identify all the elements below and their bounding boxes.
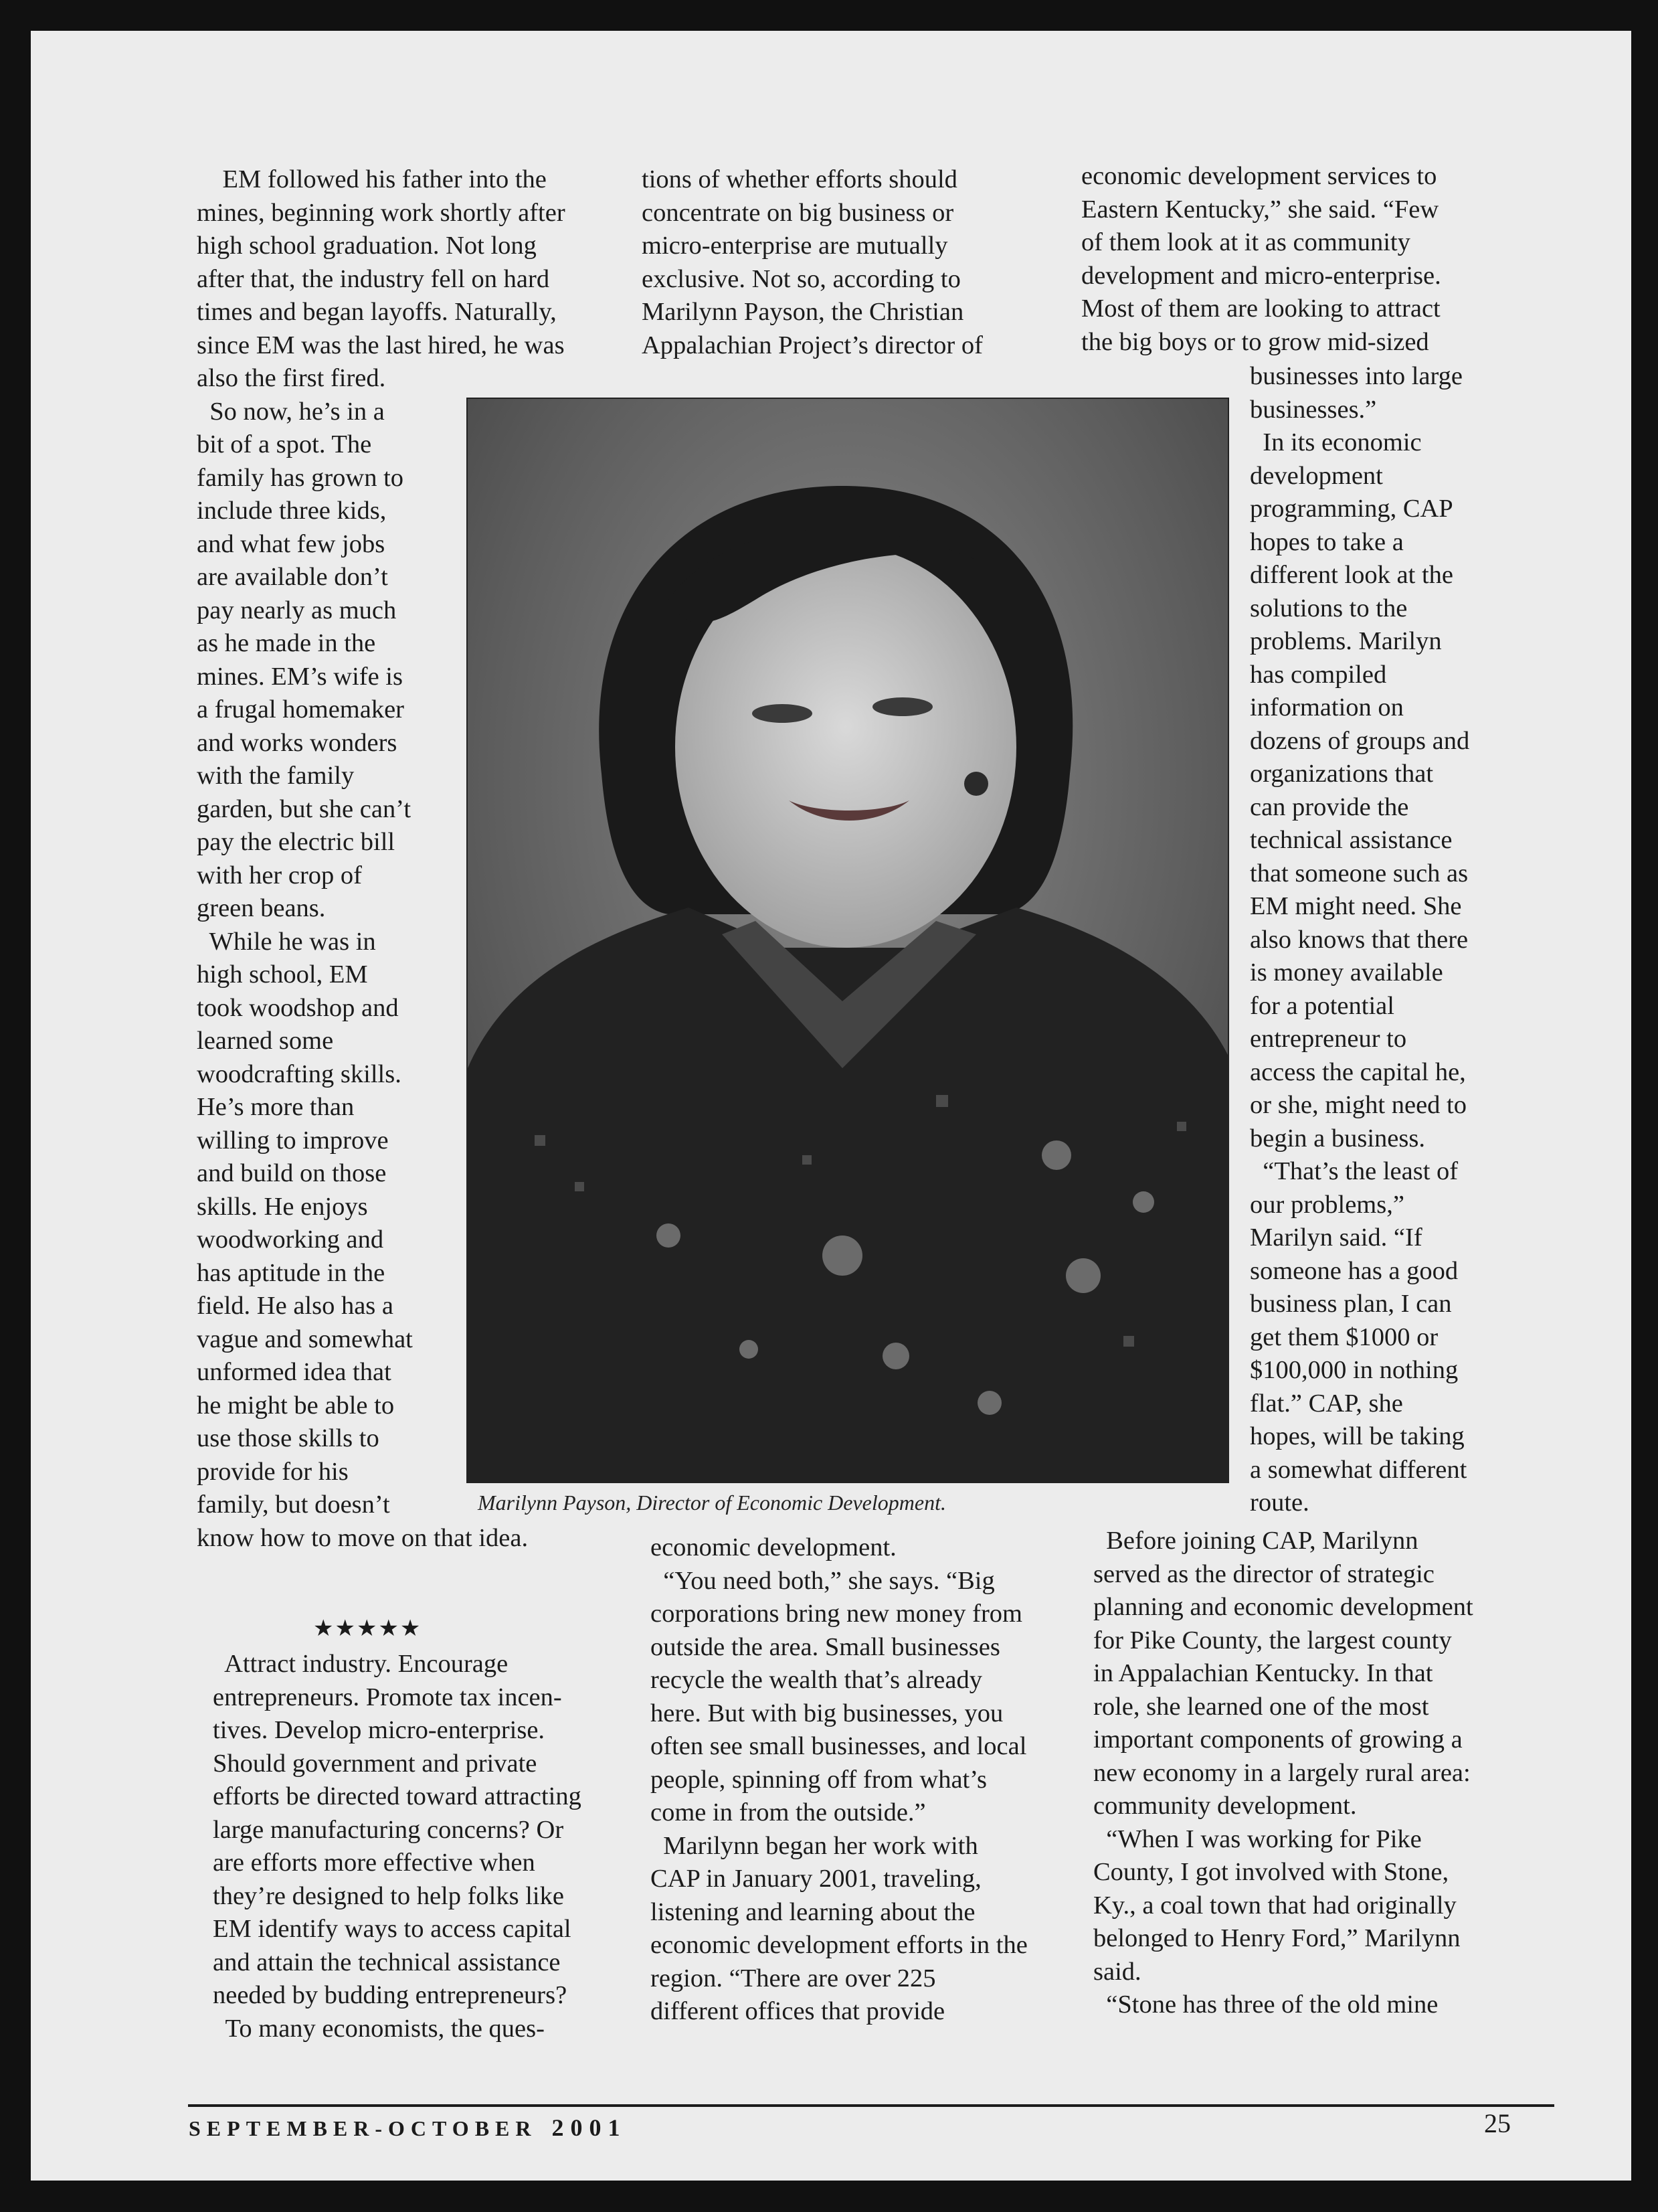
text-line: information on bbox=[1250, 693, 1404, 721]
text-line: $100,000 in nothing bbox=[1250, 1356, 1459, 1384]
text-line: corporations bring new money from bbox=[650, 1600, 1022, 1628]
text-line: and what few jobs bbox=[197, 529, 385, 558]
text-line: often see small businesses, and local bbox=[650, 1732, 1027, 1760]
text-line: unformed idea that bbox=[197, 1358, 391, 1386]
text-line: use those skills to bbox=[197, 1424, 379, 1452]
text-line: In its economic bbox=[1250, 428, 1422, 456]
text-line: To many economists, the ques- bbox=[213, 2014, 545, 2043]
text-line: pay the electric bill bbox=[197, 828, 395, 856]
text-line: has aptitude in the bbox=[197, 1258, 385, 1287]
text-line: economic development. bbox=[650, 1533, 897, 1561]
text-line: served as the director of strategic bbox=[1093, 1559, 1435, 1588]
text-line: can provide the bbox=[1250, 792, 1409, 821]
text-line: people, spinning off from what’s bbox=[650, 1765, 987, 1794]
text-line: flat.” CAP, she bbox=[1250, 1389, 1403, 1418]
magazine-page bbox=[31, 31, 1631, 2181]
text-line: problems. Marilyn bbox=[1250, 627, 1442, 655]
text-line: willing to improve bbox=[197, 1126, 389, 1155]
text-line: route. bbox=[1250, 1488, 1309, 1517]
text-line: a frugal homemaker bbox=[197, 695, 404, 724]
text-line: Appalachian Project’s director of bbox=[642, 331, 983, 359]
text-line: in Appalachian Kentucky. In that bbox=[1093, 1659, 1433, 1687]
text-line: hopes, will be taking bbox=[1250, 1422, 1465, 1450]
text-line: concentrate on big business or bbox=[642, 198, 954, 227]
text-line: begin a business. bbox=[1250, 1124, 1425, 1153]
text-line: and works wonders bbox=[197, 728, 397, 757]
text-line: are available don’t bbox=[197, 563, 388, 591]
text-line: green beans. bbox=[197, 894, 326, 922]
text-line: also knows that there bbox=[1250, 925, 1469, 954]
text-line: different offices that provide bbox=[650, 1997, 945, 2025]
text-line: belonged to Henry Ford,” Marilynn bbox=[1093, 1924, 1461, 1952]
text-line: took woodshop and bbox=[197, 993, 399, 1022]
text-line: needed by budding entrepreneurs? bbox=[213, 1981, 567, 2009]
photo-caption: Marilynn Payson, Director of Economic Development. bbox=[478, 1491, 946, 1515]
text-line: Marilynn began her work with bbox=[650, 1831, 978, 1860]
text-line: community development. bbox=[1093, 1792, 1357, 1820]
text-line: micro-enterprise are mutually bbox=[642, 232, 948, 260]
text-line: woodworking and bbox=[197, 1225, 384, 1254]
text-line: get them $1000 or bbox=[1250, 1323, 1439, 1351]
text-line: for Pike County, the largest county bbox=[1093, 1626, 1452, 1654]
column-2-top bbox=[642, 163, 983, 362]
text-line: high school graduation. Not long bbox=[197, 232, 537, 260]
text-line: So now, he’s in a bbox=[197, 397, 385, 426]
text-line: family has grown to bbox=[197, 463, 404, 492]
text-line: tions of whether efforts should bbox=[642, 165, 957, 193]
text-line: Eastern Kentucky,” she said. “Few bbox=[1081, 195, 1439, 224]
text-line: Ky., a coal town that had originally bbox=[1093, 1891, 1457, 1920]
text-line: woodcrafting skills. bbox=[197, 1059, 401, 1088]
text-line: “You need both,” she says. “Big bbox=[650, 1566, 995, 1595]
text-line: know how to move on that idea. bbox=[197, 1523, 529, 1552]
text-line: role, she learned one of the most bbox=[1093, 1692, 1429, 1721]
text-line: and attain the technical assistance bbox=[213, 1948, 561, 1976]
column-1-bottom bbox=[213, 1648, 581, 2045]
text-line: field. He also has a bbox=[197, 1292, 393, 1320]
footer-rule bbox=[188, 2104, 1554, 2107]
text-line: new economy in a largely rural area: bbox=[1093, 1758, 1471, 1787]
text-line: also the first fired. bbox=[197, 364, 386, 392]
text-line: are efforts more effective when bbox=[213, 1849, 535, 1877]
text-line: outside the area. Small businesses bbox=[650, 1632, 1000, 1661]
text-line: include three kids, bbox=[197, 497, 387, 525]
text-line: pay nearly as much bbox=[197, 596, 397, 624]
text-line: someone has a good bbox=[1250, 1256, 1459, 1285]
text-line: times and began layoffs. Naturally, bbox=[197, 298, 557, 326]
page-number: 25 bbox=[1484, 2108, 1511, 2138]
text-line: economic development services to bbox=[1081, 162, 1437, 190]
text-line: business plan, I can bbox=[1250, 1290, 1452, 1318]
text-line: bit of a spot. The bbox=[197, 430, 372, 458]
text-line: is money available bbox=[1250, 958, 1443, 987]
text-line: “That’s the least of bbox=[1250, 1157, 1459, 1185]
text-line: entrepreneurs. Promote tax incen- bbox=[213, 1683, 562, 1711]
text-line: He’s more than bbox=[197, 1093, 355, 1121]
footer-issue-year: 2001 bbox=[551, 2114, 627, 2141]
text-line: he might be able to bbox=[197, 1391, 395, 1420]
text-line: mines, beginning work shortly after bbox=[197, 198, 565, 227]
footer-issue bbox=[189, 2114, 626, 2142]
section-break-stars: ★★★★★ bbox=[313, 1615, 422, 1642]
portrait-photo bbox=[466, 398, 1229, 1483]
text-line: recycle the wealth that’s already bbox=[650, 1666, 982, 1694]
text-line: our problems,” bbox=[1250, 1190, 1404, 1219]
text-line: EM identify ways to access capital bbox=[213, 1915, 571, 1943]
text-line: and build on those bbox=[197, 1159, 387, 1187]
text-line: here. But with big businesses, you bbox=[650, 1699, 1004, 1727]
text-line: hopes to take a bbox=[1250, 527, 1404, 556]
text-line: dozens of groups and bbox=[1250, 726, 1470, 755]
column-3-top bbox=[1081, 160, 1441, 359]
text-line: programming, CAP bbox=[1250, 495, 1453, 523]
text-line: a somewhat different bbox=[1250, 1455, 1467, 1484]
text-line: economic development efforts in the bbox=[650, 1931, 1028, 1959]
text-line: listening and learning about the bbox=[650, 1897, 976, 1926]
text-line: planning and economic development bbox=[1093, 1593, 1473, 1621]
text-line: after that, the industry fell on hard bbox=[197, 264, 550, 293]
column-2-bottom bbox=[650, 1531, 1028, 2029]
text-line: said. bbox=[1093, 1957, 1141, 1986]
text-line: for a potential bbox=[1250, 991, 1394, 1020]
text-line: Most of them are looking to attract bbox=[1081, 294, 1441, 323]
text-line: since EM was the last hired, he was bbox=[197, 331, 565, 359]
text-line: EM followed his father into the bbox=[197, 165, 547, 193]
text-line: Before joining CAP, Marilynn bbox=[1093, 1527, 1418, 1555]
text-line: that someone such as bbox=[1250, 859, 1469, 887]
text-line: large manufacturing concerns? Or bbox=[213, 1815, 564, 1844]
footer-issue-months: SEPTEMBER-OCTOBER bbox=[189, 2116, 537, 2140]
text-line: garden, but she can’t bbox=[197, 794, 411, 823]
text-line: While he was in bbox=[197, 927, 376, 956]
text-line: efforts be directed toward attracting bbox=[213, 1782, 581, 1810]
text-line: learned some bbox=[197, 1027, 334, 1055]
text-line: access the capital he, bbox=[1250, 1057, 1466, 1086]
text-line: mines. EM’s wife is bbox=[197, 662, 403, 691]
text-line: high school, EM bbox=[197, 960, 368, 989]
column-3-narrow bbox=[1250, 360, 1469, 1520]
text-line: development bbox=[1250, 461, 1383, 490]
text-line: businesses into large bbox=[1250, 362, 1463, 390]
text-line: Marilyn said. “If bbox=[1250, 1223, 1422, 1252]
text-line: businesses.” bbox=[1250, 395, 1377, 424]
text-line: important components of growing a bbox=[1093, 1725, 1463, 1754]
text-line: the big boys or to grow mid-sized bbox=[1081, 327, 1429, 356]
text-line: skills. He enjoys bbox=[197, 1192, 368, 1221]
text-line: with the family bbox=[197, 762, 355, 790]
text-line: come in from the outside.” bbox=[650, 1798, 926, 1826]
text-line: region. “There are over 225 bbox=[650, 1964, 936, 1992]
portrait-illustration bbox=[468, 399, 1228, 1482]
text-line: different look at the bbox=[1250, 561, 1453, 589]
text-line: “When I was working for Pike bbox=[1093, 1824, 1422, 1853]
text-line: provide for his bbox=[197, 1457, 349, 1486]
text-line: organizations that bbox=[1250, 760, 1434, 788]
text-line: EM might need. She bbox=[1250, 892, 1462, 920]
column-3-bottom bbox=[1093, 1525, 1473, 2022]
text-line: exclusive. Not so, according to bbox=[642, 264, 961, 293]
text-line: or she, might need to bbox=[1250, 1091, 1467, 1119]
text-line: family, but doesn’t bbox=[197, 1491, 390, 1519]
text-line: CAP in January 2001, traveling, bbox=[650, 1865, 982, 1893]
text-line: solutions to the bbox=[1250, 594, 1408, 622]
text-line: County, I got involved with Stone, bbox=[1093, 1858, 1449, 1886]
text-line: vague and somewhat bbox=[197, 1325, 413, 1353]
text-line: “Stone has three of the old mine bbox=[1093, 1990, 1439, 2019]
text-line: with her crop of bbox=[197, 861, 362, 889]
text-line: Should government and private bbox=[213, 1749, 537, 1778]
text-line: technical assistance bbox=[1250, 826, 1453, 854]
text-line: of them look at it as community bbox=[1081, 228, 1410, 256]
text-line: has compiled bbox=[1250, 660, 1387, 689]
text-line: they’re designed to help folks like bbox=[213, 1881, 564, 1910]
text-line: development and micro-enterprise. bbox=[1081, 261, 1441, 290]
text-line: Marilynn Payson, the Christian bbox=[642, 298, 964, 326]
text-line: tives. Develop micro-enterprise. bbox=[213, 1716, 545, 1744]
text-line: as he made in the bbox=[197, 629, 376, 657]
text-line: Attract industry. Encourage bbox=[213, 1650, 509, 1678]
text-line: entrepreneur to bbox=[1250, 1025, 1407, 1053]
